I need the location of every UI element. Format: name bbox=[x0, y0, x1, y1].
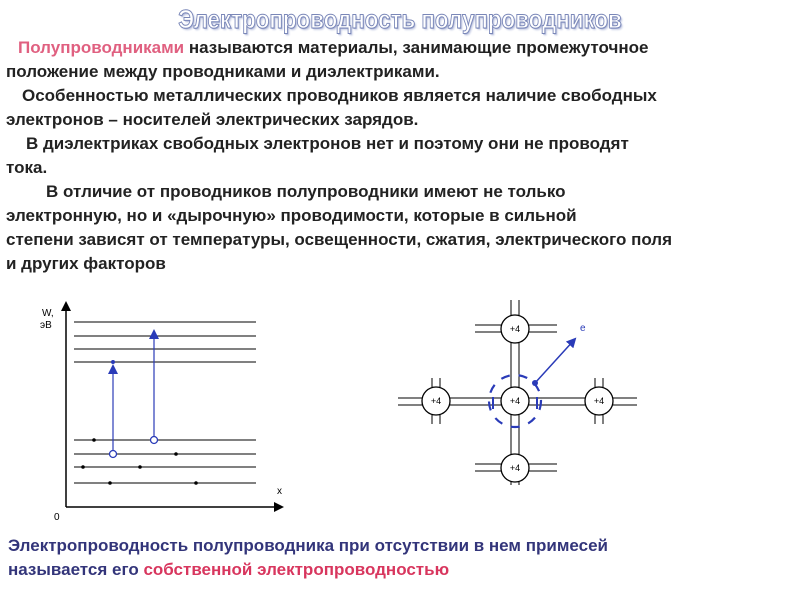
y-axis-label: W, bbox=[42, 308, 54, 319]
excited-electron-2 bbox=[152, 334, 156, 338]
energy-band-diagram bbox=[40, 303, 282, 523]
paragraph-2-line-2: электронов – носителей электрических зарядов. bbox=[6, 110, 419, 129]
paragraph-4-line-3: степени зависят от температуры, освещенности, сжатия, электрического поля bbox=[6, 230, 673, 249]
y-axis-unit: эВ bbox=[40, 320, 52, 331]
svg-text:+4: +4 bbox=[509, 324, 521, 334]
footer-line-2 bbox=[8, 558, 788, 582]
paragraph-4-line-2: электронную, но и «дырочную» проводимости, которые в сильной bbox=[6, 206, 577, 225]
paragraph-4-line-1: В отличие от проводников полупроводники имеют не только bbox=[46, 182, 566, 201]
page-title: Электропроводность полупроводников bbox=[178, 4, 622, 34]
svg-text:+4: +4 bbox=[509, 396, 521, 406]
definition-footer bbox=[8, 534, 788, 582]
semiconductors-term: Полупроводниками bbox=[18, 38, 185, 57]
atom-left bbox=[422, 387, 450, 415]
atom-right bbox=[585, 387, 613, 415]
svg-text:+4: +4 bbox=[509, 463, 521, 473]
paragraph-2-line-1: Особенностью металлических проводников является наличие свободных bbox=[22, 86, 657, 105]
svg-text:+4: +4 bbox=[430, 396, 442, 406]
paragraph-1-text: называются материалы, занимающие промежуточное bbox=[184, 38, 649, 57]
electron-path-arrow bbox=[535, 339, 575, 383]
paragraph-3-line-1: В диэлектриках свободных электронов нет и поэтому они не проводят bbox=[26, 134, 629, 153]
valence-band-levels bbox=[74, 440, 256, 483]
electron-label: e bbox=[580, 323, 586, 334]
svg-text:+4: +4 bbox=[593, 396, 605, 406]
hole-1 bbox=[110, 451, 117, 458]
paragraph-3-line-2: тока. bbox=[6, 158, 48, 177]
paragraph-1-line-2: положение между проводниками и диэлектриками. bbox=[6, 62, 440, 81]
intrinsic-conductivity-term: собственной электропроводностью bbox=[143, 560, 450, 579]
x-axis-label: x bbox=[277, 486, 282, 497]
excited-electron-1 bbox=[111, 360, 115, 364]
paragraph-4-line-4: и других факторов bbox=[6, 254, 166, 273]
atom-bottom bbox=[501, 454, 529, 482]
footer-line-1: Электропроводность полупроводника при отсутствии в нем примесей bbox=[8, 536, 608, 555]
hole-2 bbox=[151, 437, 158, 444]
valence-electrons bbox=[81, 438, 198, 485]
atom-center bbox=[501, 387, 529, 415]
origin-label: 0 bbox=[54, 512, 60, 523]
footer-line-2-start: называется его bbox=[8, 560, 144, 579]
conduction-band-levels bbox=[74, 322, 256, 362]
atom-top bbox=[501, 315, 529, 343]
